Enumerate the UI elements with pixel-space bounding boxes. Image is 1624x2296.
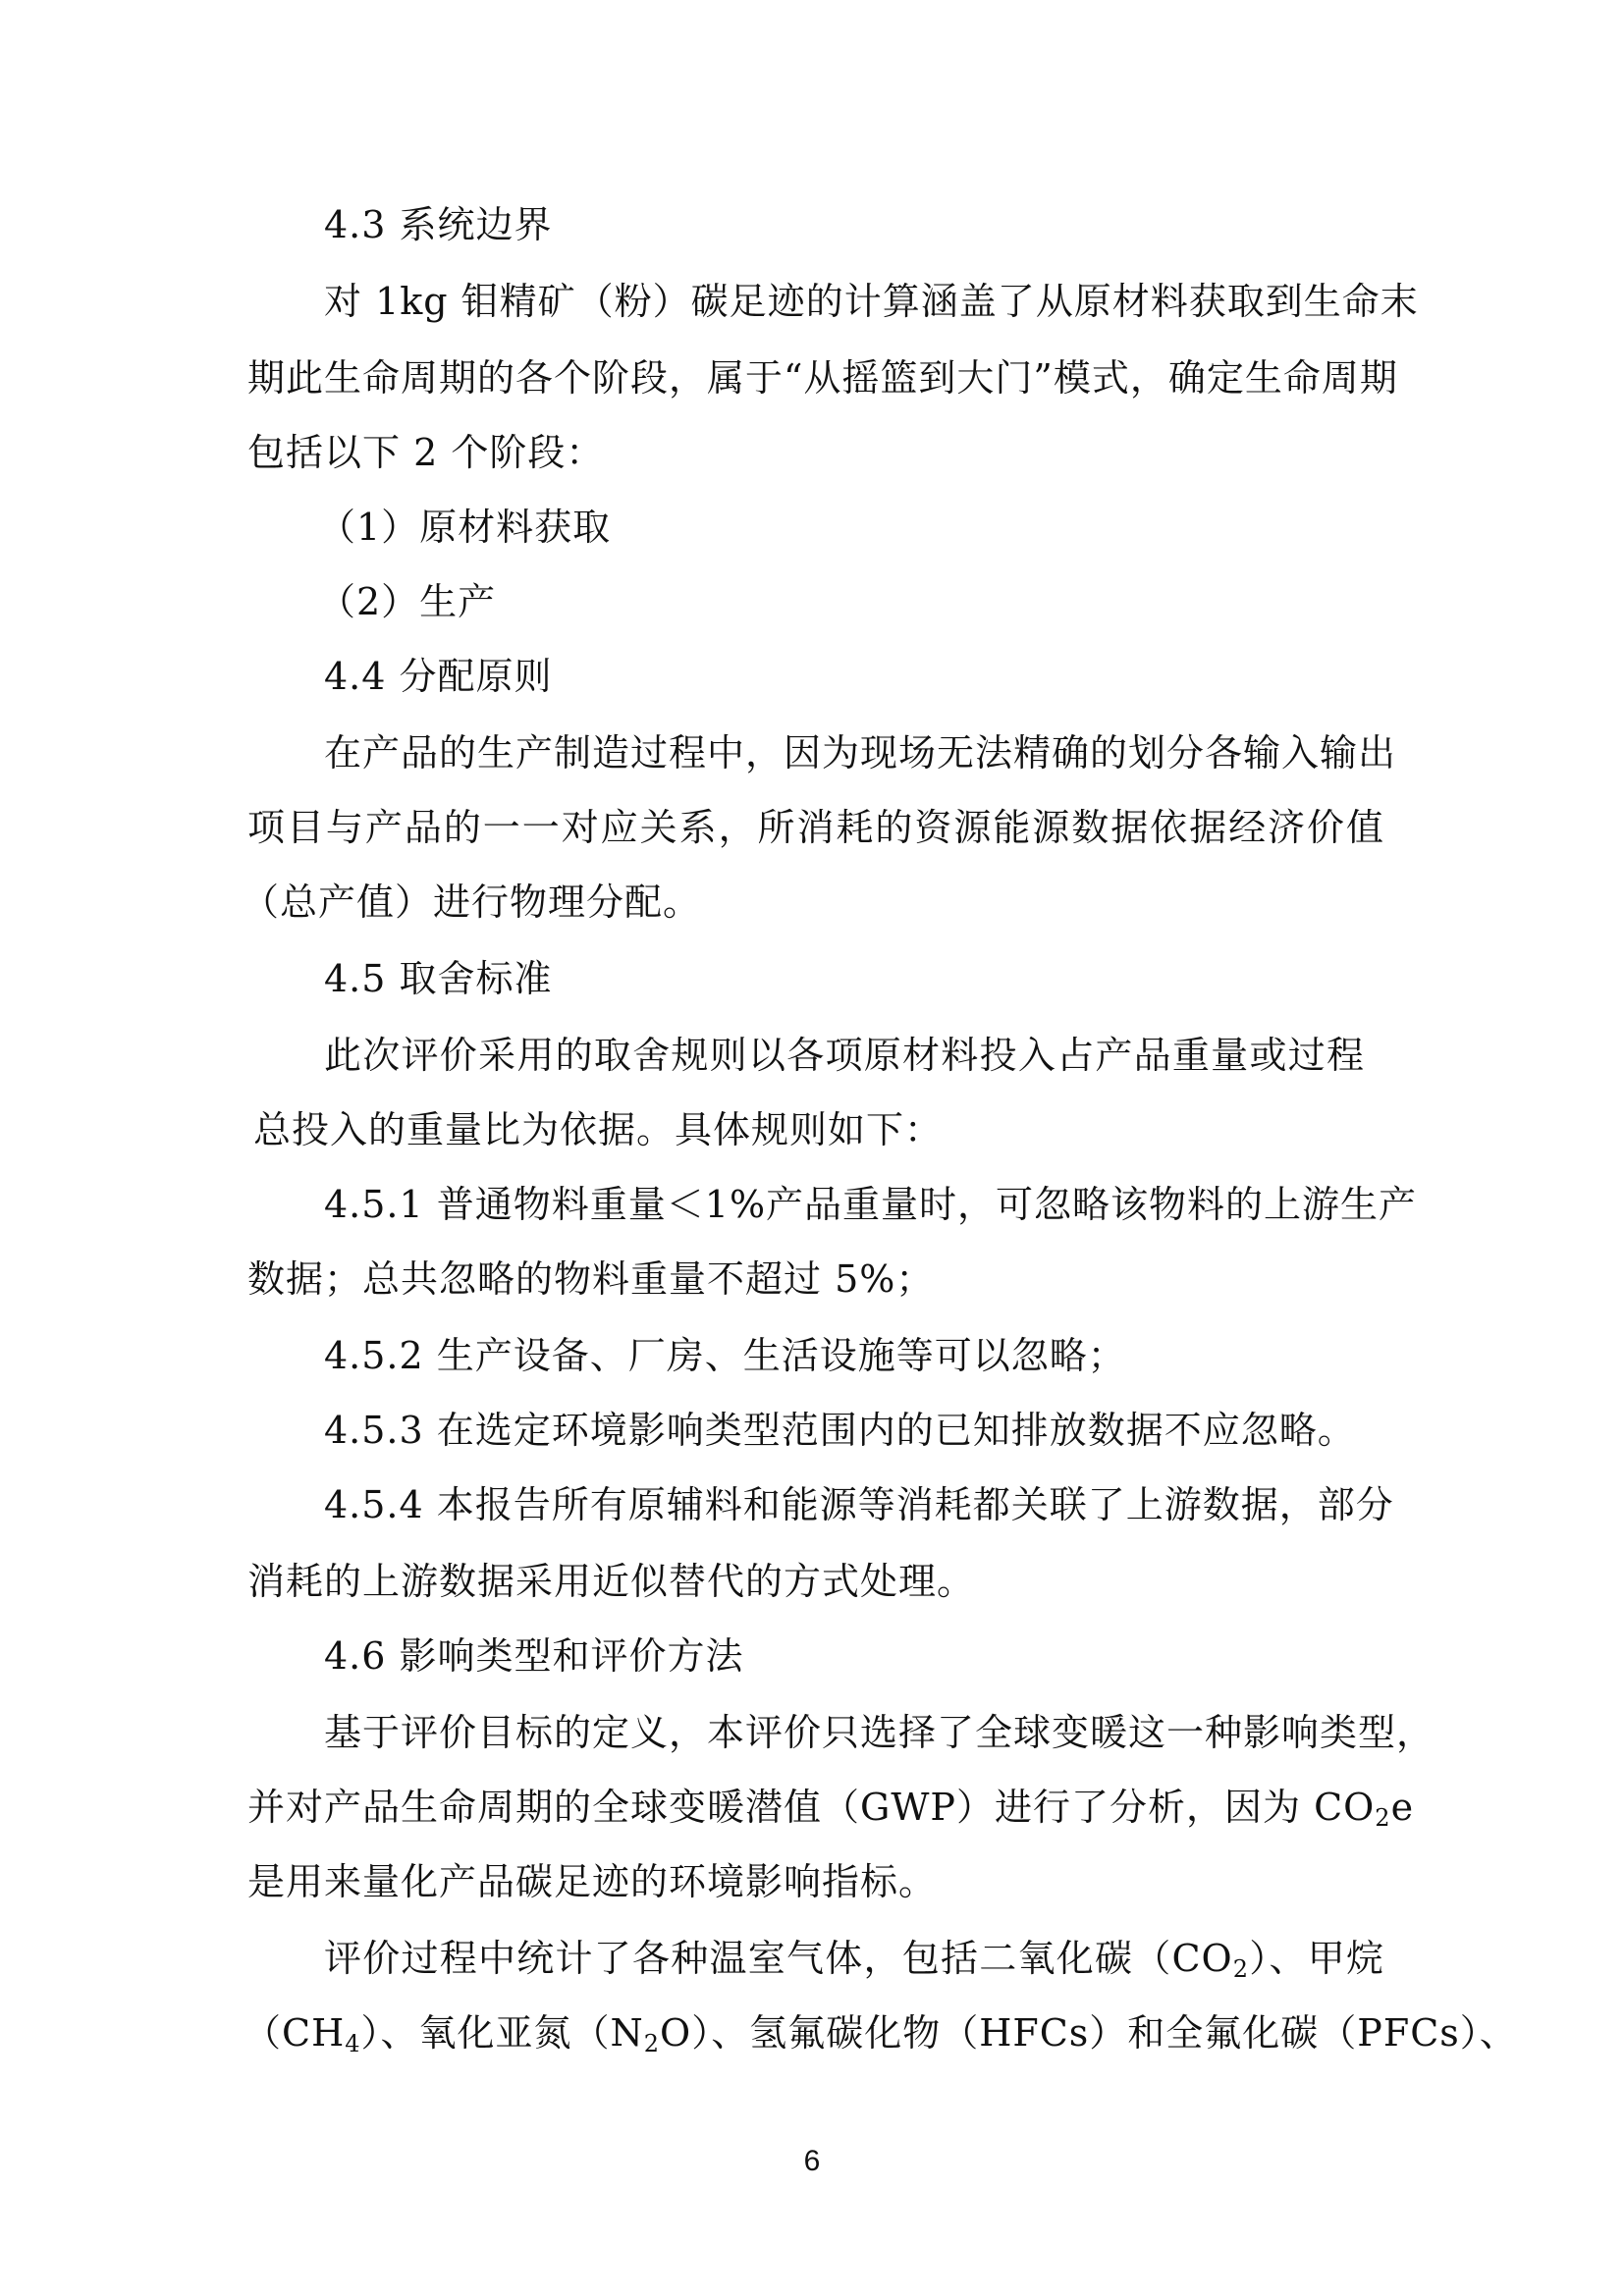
text-span: 并对产品生命周期的全球变暖潜值（GWP）进行了分析，因为 CO xyxy=(247,1786,1376,1829)
rule-4-5-2: 4.5.2 生产设备、厂房、生活设施等可以忽略； xyxy=(324,1334,1126,1377)
list-item-1: （1）原材料获取 xyxy=(318,506,612,549)
paragraph-line xyxy=(324,1934,1384,1983)
paragraph-line: 包括以下 2 个阶段： xyxy=(247,431,605,474)
rule-4-5-4-cont: 消耗的上游数据采用近似替代的方式处理。 xyxy=(247,1560,976,1603)
subscript: 2 xyxy=(1375,1804,1391,1832)
text-span: ）、氧化亚氮（N xyxy=(360,2011,644,2055)
rule-4-5-4: 4.5.4 本报告所有原辅料和能源等消耗都关联了上游数据，部分 xyxy=(324,1483,1394,1526)
text-span: O）、氢氟碳化物（HFCs）和全氟化碳（PFCs）、 xyxy=(660,2011,1518,2055)
heading-4-5: 4.5 取舍标准 xyxy=(324,957,553,1000)
rule-4-5-1: 4.5.1 普通物料重量＜1%产品重量时，可忽略该物料的上游生产 xyxy=(324,1183,1418,1226)
page-number: 6 xyxy=(803,2145,821,2177)
paragraph-line: 对 1kg 钼精矿（粉）碳足迹的计算涵盖了从原材料获取到生命末 xyxy=(324,280,1419,323)
paragraph-line xyxy=(247,1783,1415,1832)
paragraph-line: （总产值）进行物理分配。 xyxy=(242,881,702,924)
heading-4-6: 4.6 影响类型和评价方法 xyxy=(324,1634,744,1678)
paragraph-line: 此次评价采用的取舍规则以各项原材料投入占产品重量或过程 xyxy=(324,1034,1365,1077)
text-span: 评价过程中统计了各种温室气体，包括二氧化碳（CO xyxy=(324,1937,1233,1980)
text-span: e xyxy=(1390,1786,1415,1829)
paragraph-line: 基于评价目标的定义，本评价只选择了全球变暖这一种影响类型， xyxy=(324,1711,1435,1754)
text-span: （CH xyxy=(244,2011,346,2055)
paragraph-line: 项目与产品的一一对应关系，所消耗的资源能源数据依据经济价值 xyxy=(247,806,1384,849)
subscript: 2 xyxy=(1232,1955,1249,1983)
text-span: ）、甲烷 xyxy=(1249,1937,1384,1980)
list-item-2: （2）生产 xyxy=(318,580,497,623)
rule-4-5-3: 4.5.3 在选定环境影响类型范围内的已知排放数据不应忽略。 xyxy=(324,1409,1356,1452)
heading-4-4: 4.4 分配原则 xyxy=(324,655,553,698)
rule-4-5-1-cont: 数据；总共忽略的物料重量不超过 5%； xyxy=(247,1257,935,1301)
paragraph-line: 是用来量化产品碳足迹的环境影响指标。 xyxy=(247,1860,938,1903)
subscript: 4 xyxy=(345,2030,361,2057)
paragraph-line: 期此生命周期的各个阶段，属于“从摇篮到大门”模式，确定生命周期 xyxy=(247,356,1398,400)
paragraph-line: 总投入的重量比为依据。具体规则如下： xyxy=(253,1108,944,1151)
heading-4-3: 4.3 系统边界 xyxy=(324,203,553,246)
paragraph-line xyxy=(244,2008,1518,2057)
subscript: 2 xyxy=(643,2030,661,2057)
paragraph-line: 在产品的生产制造过程中，因为现场无法精确的划分各输入输出 xyxy=(324,731,1397,774)
